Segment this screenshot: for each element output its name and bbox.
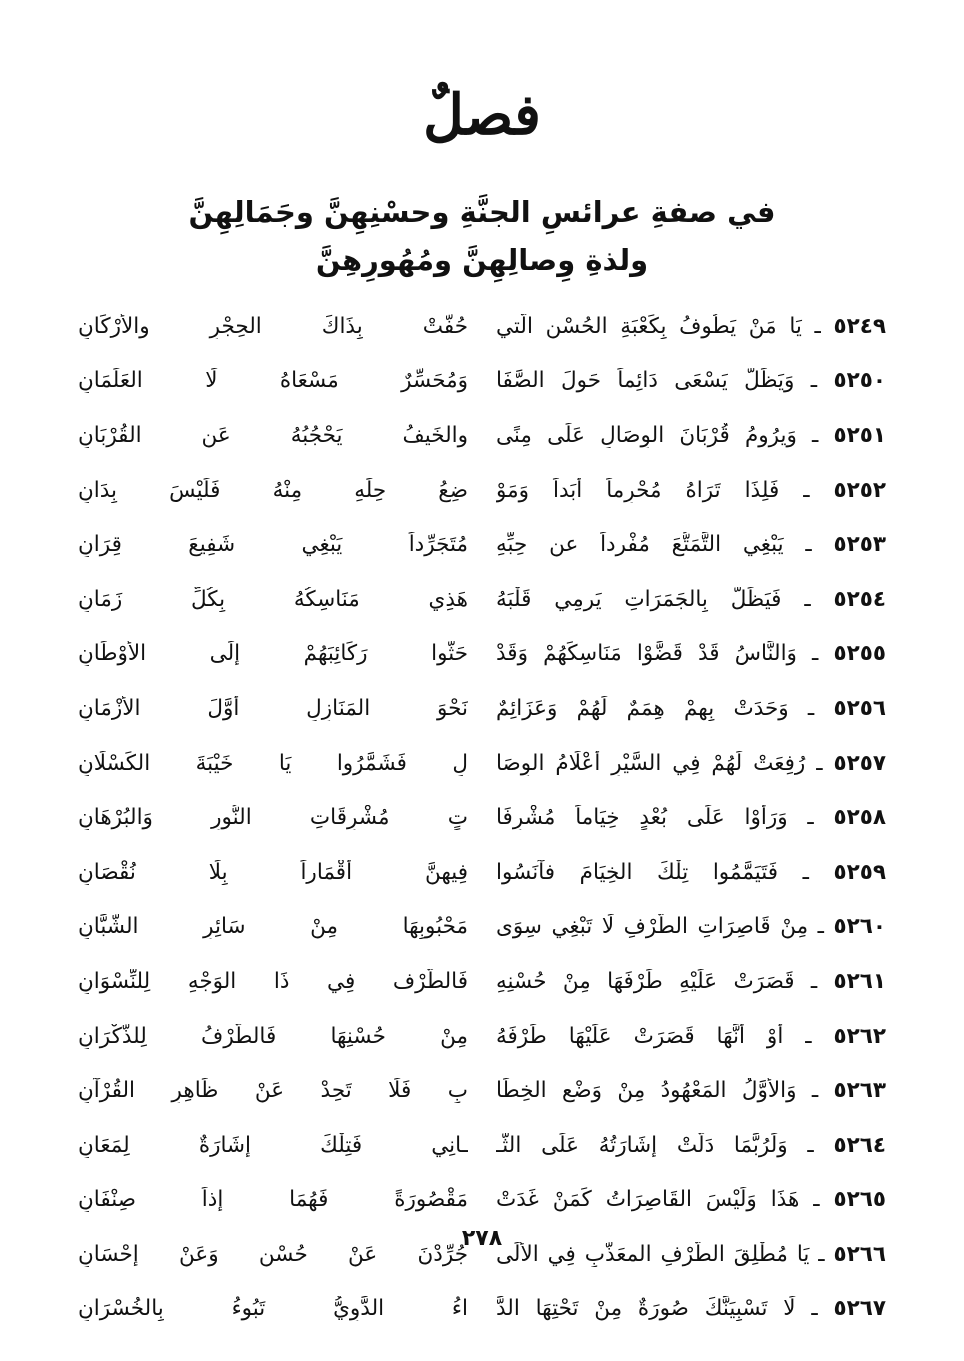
verse-first-text: رُفِعَتْ لَهُمْ فِي السَّيْرِ أعْلَامُ الوِصَا xyxy=(496,750,806,776)
verse-number: ٥٢٥٨ xyxy=(833,805,886,831)
verse-first-hemistich xyxy=(496,1187,886,1212)
verse-line xyxy=(78,845,886,900)
verse-second-hemistich: وَمُحَسِّرٌ مَسْعَاهُ لَا العَلَمَانِ xyxy=(78,368,468,394)
verse-line xyxy=(78,1063,886,1118)
verse-first-hemistich xyxy=(496,1024,886,1049)
verse-number: ٥٢٦٣ xyxy=(833,1078,886,1104)
verse-number-dash: ـ xyxy=(778,859,834,885)
verse-number-dash: ـ xyxy=(795,1296,834,1322)
verse-second-hemistich: جُرِّدْنَ عَنْ حُسْنٍ وَعَنْ إِحْسَانِ xyxy=(78,1241,468,1267)
verse-first-hemistich xyxy=(496,587,886,612)
verse-line xyxy=(78,1118,886,1173)
verse-first-hemistich xyxy=(496,805,886,830)
verse-first-hemistich xyxy=(496,860,886,885)
verse-number-dash: ـ xyxy=(801,313,834,339)
verse-line xyxy=(78,900,886,955)
verse-first-text: وَلَرُبَّمَا دَلَّتْ إِشَارَتُهُ عَلَى الثَّـ xyxy=(496,1132,788,1158)
verse-first-text: يَا مَنْ يَطُوفُ بِكَعْبَةِ الحُسْنِ الَّتي xyxy=(496,313,802,339)
verse-line xyxy=(78,627,886,682)
verse-number-dash: ـ xyxy=(779,477,834,503)
verse-first-text: فَلِذَا تَرَاهُ مُحْرِماً أبَداً وَمَوْ xyxy=(496,477,780,503)
verse-first-text: وَيَظَلُّ يَسْعَى دَائِماً حَولَ الصَّفَا xyxy=(496,368,795,394)
page-number: ٢٧٨ xyxy=(461,1226,503,1251)
verse-first-text: قَصَرَتْ عَلَيْهِ طَرْفَهَا مِنْ حُسْنِهِ xyxy=(496,968,795,994)
verse-number-dash: ـ xyxy=(787,805,834,831)
verse-second-hemistich: حَثُّوا رَكَائِبَهُمْ إِلَى الأَوْطَانِ xyxy=(78,641,468,667)
verse-first-hemistich xyxy=(496,368,886,393)
verse-second-hemistich: اءُ الدَّوِيُّ تَبُوءُ بِالخُسْرَانِ xyxy=(78,1296,468,1322)
chapter-title-line-2: ولذةِ وِصالِهِنَّ ومُهُورِهِنَّ xyxy=(315,243,649,277)
verse-number-dash: ـ xyxy=(781,586,834,612)
verse-number: ٥٢٥٣ xyxy=(833,532,886,558)
verse-first-text: لَا تَسْبِيَنَّكَ صُورَةٌ مِنْ تَحْتِهَا الدَّ xyxy=(496,1296,796,1322)
verse-number: ٥٢٦١ xyxy=(833,968,886,994)
verse-first-hemistich xyxy=(496,1078,886,1103)
verse-line xyxy=(78,736,886,791)
verse-first-hemistich xyxy=(496,696,886,721)
verse-number: ٥٢٥٦ xyxy=(833,695,886,721)
verse-number-dash: ـ xyxy=(796,641,834,667)
verse-second-hemistich: بِ فَلَا تَحِدْ عَنْ ظَاهِرِ القُرْآنِ xyxy=(78,1078,468,1104)
verse-number-dash: ـ xyxy=(799,1187,834,1213)
verse-second-hemistich: تٍ مُشْرِقَاتِ النُّورِ وَالبُرْهَانِ xyxy=(78,805,468,831)
verse-number-dash: ـ xyxy=(783,532,834,558)
verse-number: ٥٢٥٧ xyxy=(833,750,886,776)
verse-first-hemistich xyxy=(496,969,886,994)
verse-number-dash: ـ xyxy=(808,914,834,940)
verse-second-hemistich: ضِعُ حِلِّهِ مِنْهُ فَلَيْسَ بِدَانِ xyxy=(78,477,468,503)
verse-second-hemistich: والخَيفُ يَحْجُبُهُ عَنِ القُرْبَانِ xyxy=(78,422,468,448)
verse-line xyxy=(78,790,886,845)
verse-number-dash: ـ xyxy=(788,695,834,721)
verse-number: ٥٢٥١ xyxy=(833,422,886,448)
verse-first-hemistich xyxy=(496,1133,886,1158)
verse-second-hemistich: ـانِي فَتِلْكَ إِشَارَةٌ لِمَعَانِ xyxy=(78,1132,468,1158)
verse-second-hemistich: مَحْبُوبِهَا مِنْ سَائِرِ الشُّبَّانِ xyxy=(78,914,468,940)
verse-first-text: فَيَظَلُّ بِالجَمَرَاتِ يَرمِي قَلْبَهُ xyxy=(496,586,782,612)
verse-second-hemistich: فَالطَّرْف فِي ذَا الوَجْهِ لِلنِّسْوَانِ xyxy=(78,968,468,994)
verse-second-hemistich: مِنْ حُسْنِهَا فَالطَّرْفُ لِلذُّكْرَانِ xyxy=(78,1023,468,1049)
verse-number-dash: ـ xyxy=(783,1023,834,1049)
verse-line xyxy=(78,1282,886,1337)
verse-number: ٥٢٦٥ xyxy=(833,1187,886,1213)
verse-first-text: هَذَا وَلَيْسَ القَاصِرَاتُ كَمَنْ غَدَتْ xyxy=(496,1187,800,1213)
verse-number: ٥٢٥٥ xyxy=(833,641,886,667)
verse-first-hemistich xyxy=(496,914,886,939)
verse-first-hemistich xyxy=(496,478,886,503)
verse-number-dash: ـ xyxy=(794,968,834,994)
verse-number-dash: ـ xyxy=(796,422,834,448)
verse-first-text: وَالأَوَّلُ المَعْهُودُ مِنْ وَضْعِ الخِطَا xyxy=(496,1078,797,1104)
verse-number: ٥٢٥٢ xyxy=(833,477,886,503)
verse-second-hemistich: نَحْوَ المَنَازِلِ أَوَّلَ الأَزْمَانِ xyxy=(78,695,468,721)
verse-number: ٥٢٥٠ xyxy=(833,368,886,394)
verse-first-text: وَالنَّاسُ قَدْ قَضَّوْا مَنَاسِكَهُمْ وَقَدْ xyxy=(496,641,797,667)
verse-line xyxy=(78,1009,886,1064)
verse-first-hemistich xyxy=(496,423,886,448)
verse-first-hemistich xyxy=(496,532,886,557)
verse-first-hemistich xyxy=(496,751,886,776)
verse-line xyxy=(78,517,886,572)
verse-number: ٥٢٤٩ xyxy=(833,313,886,339)
verse-second-hemistich: مَقْصُورَةً فَهُمَا إذاً صِنْفَانِ xyxy=(78,1187,468,1213)
verse-first-hemistich xyxy=(496,641,886,666)
verse-second-hemistich: فِيهِنَّ أقْمَاراً بِلَا نُقْصَانِ xyxy=(78,859,468,885)
verse-first-hemistich xyxy=(496,1296,886,1321)
verse-first-text: يَا مُطْلِقَ الطَّرْفِ المعَذَّبِ فِي الأُلَى xyxy=(496,1241,810,1267)
verse-number-dash: ـ xyxy=(794,368,834,394)
verse-number-dash: ـ xyxy=(805,750,834,776)
verse-first-text: فَتَيَمَّمُوا تِلْكَ الخِيَامَ فآنَسُوا xyxy=(496,859,779,885)
verse-line xyxy=(78,299,886,354)
chapter-title-line-1: في صفةِ عرائسِ الجنَّةِ وحسْنِهِنَّ وجَمَالِهِنَّ xyxy=(188,195,776,229)
verse-first-text: يَبْغِي التَّمَتُّعَ مُفْرداً عن حِبِّهِ xyxy=(496,532,784,558)
verse-line xyxy=(78,1173,886,1228)
poem xyxy=(78,299,886,1336)
verse-number-dash: ـ xyxy=(787,1132,834,1158)
verse-line xyxy=(78,354,886,409)
verse-first-text: وَرَأَوْا عَلَى بُعْدٍ خِيَاماً مُشْرِفَا xyxy=(496,805,788,831)
verse-first-text: وَحَدَتْ بِهِمْ هِمَمٌ لَهُمْ وَعَزَائِمٌ xyxy=(496,695,789,721)
verse-number-dash: ـ xyxy=(796,1078,834,1104)
verse-number: ٥٢٥٩ xyxy=(833,859,886,885)
verse-line xyxy=(78,572,886,627)
verse-second-hemistich: مُتَجَرِّداً يَبْغِي شَفِيعَ قِرَانِ xyxy=(78,532,468,558)
verse-second-hemistich: هَذِي مَنَاسِكُهُ بِكُلِّ زَمَانِ xyxy=(78,586,468,612)
verse-number: ٥٢٥٤ xyxy=(833,586,886,612)
verse-second-hemistich: لِ فَشَمَّرُوا يَا خَيْبَةَ الكَسْلَانِ xyxy=(78,750,468,776)
verse-number: ٥٢٦٦ xyxy=(833,1241,886,1267)
verse-number: ٥٢٦٢ xyxy=(833,1023,886,1049)
verse-number: ٥٢٦٠ xyxy=(833,914,886,940)
verse-line xyxy=(78,954,886,1009)
verse-first-text: أَوْ أنَّهَا قَصَرَتْ عَلَيْهَا طَرْفَهُ xyxy=(496,1023,784,1049)
verse-first-text: مِنْ قَاصِرَاتِ الطَّرْفِ لَا تَبْغِي سِوَى xyxy=(496,914,809,940)
verse-number: ٥٢٦٧ xyxy=(833,1296,886,1322)
verse-line xyxy=(78,463,886,518)
verse-number-dash: ـ xyxy=(809,1241,834,1267)
section-heading: فصلٌ xyxy=(423,82,541,148)
verse-first-hemistich xyxy=(496,314,886,339)
verse-line xyxy=(78,408,886,463)
verse-number: ٥٢٦٤ xyxy=(833,1132,886,1158)
verse-second-hemistich: حُفَّتْ بِذَاكَ الحِجْرِ والأَرْكَانِ xyxy=(78,313,468,339)
verse-first-text: وَيرُومُ قُرْبَانَ الوِصَالِ عَلَى مِنًى xyxy=(496,422,797,448)
verse-line xyxy=(78,681,886,736)
